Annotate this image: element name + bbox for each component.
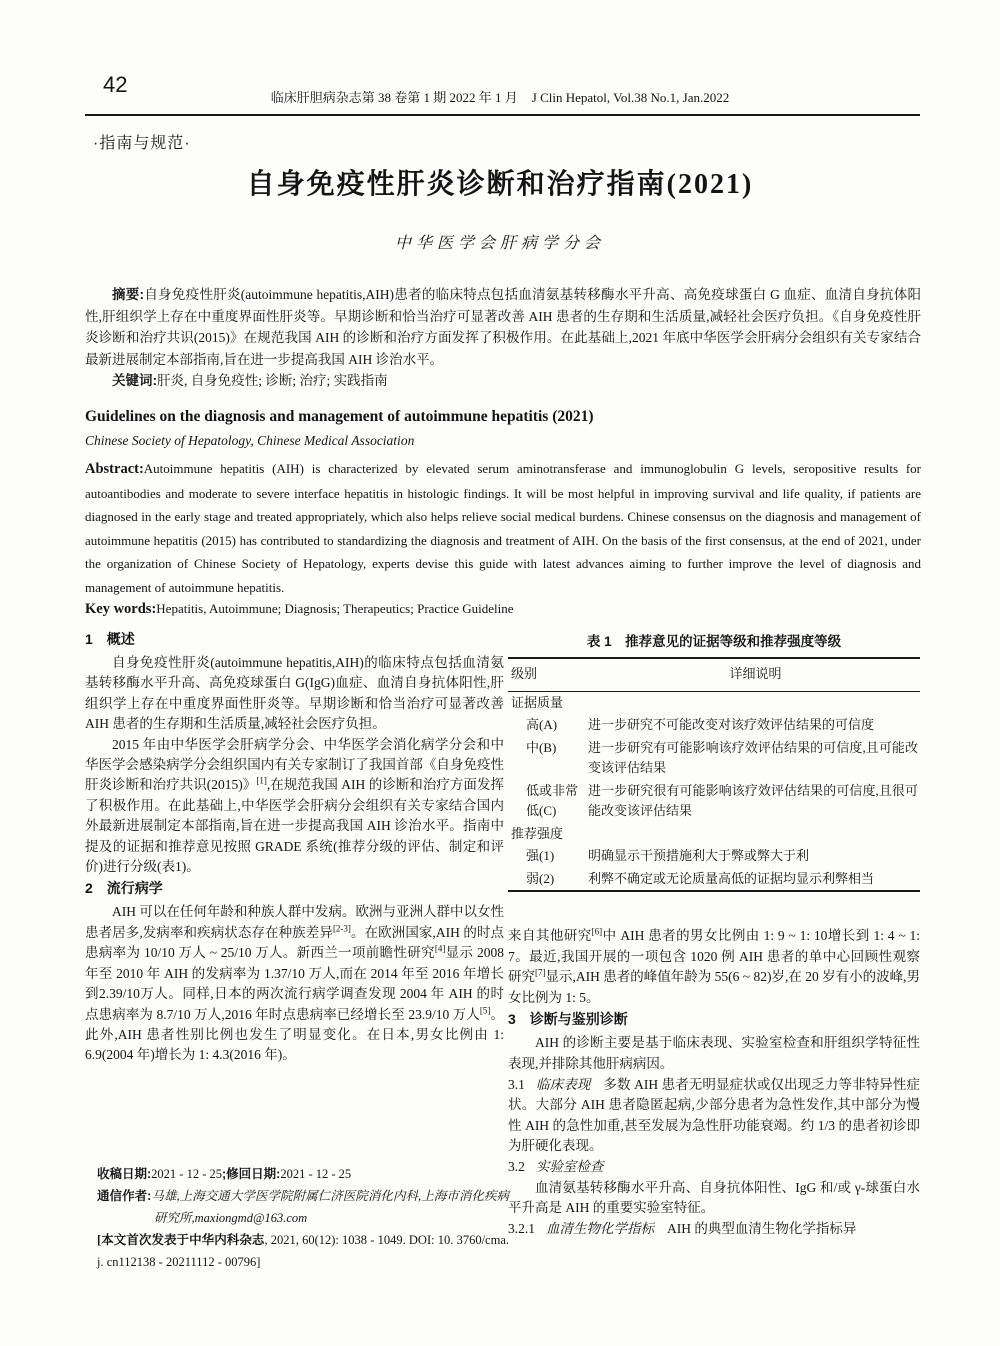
table-row <box>508 692 920 715</box>
page-number: 42 <box>103 72 128 97</box>
keywords-en-text: Hepatitis, Autoimmune; Diagnosis; Therapeutics; Practice Guideline <box>156 600 514 616</box>
row-level: 推荐强度 <box>511 825 564 841</box>
article-author: 中华医学会肝病学分会 <box>394 235 605 252</box>
table-row <box>508 714 920 737</box>
keywords-en-label: Key words: <box>85 600 157 617</box>
row-level: 强(1) <box>526 848 555 863</box>
publication-source-bold: [本文首次发表于中华内科杂志 <box>97 1233 265 1247</box>
table-row <box>508 737 920 780</box>
row-level: 证据质量 <box>511 694 564 710</box>
received-date: 2021 - 12 - 25 <box>151 1167 222 1181</box>
row-description <box>588 693 920 714</box>
section-1-heading: 1 概述 <box>85 631 135 647</box>
table-row <box>508 845 920 868</box>
table-row <box>508 868 920 891</box>
row-description: 利弊不确定或无论质量高低的证据均显示利弊相当 <box>588 870 875 886</box>
paragraph-text: AIH 的典型血清生物化学指标异 <box>667 1220 857 1236</box>
abstract-en-text: Autoimmune hepatitis (AIH) is characterized by elevated serum aminotransferase and immunoglobulin G levels, seropositive results for autoantibodies and moderate to severe interface hepatitis in histologic findings. It will be most helpful in improving survival and life quality, if patients are diagnosed in the early stage and treated appropriately, which also helps relieve social medical burdens. Chinese consensus on the diagnosis and management of autoimmune hepatitis (2015) has contributed to standardizing the diagnosis and treatment of AIH. On the basis of the first consensus, at the end of 2021, under the organization of Chinese Society of Hepatology, experts devise this guide with latest advances aiming to further improve the level of diagnosis and management of autoimmune hepatitis. <box>85 461 921 595</box>
subsection-number: 3.2 <box>508 1158 525 1174</box>
row-description: 进一步研究有可能影响该疗效评估结果的可信度,且可能改变该评估结果 <box>588 739 918 775</box>
left-column <box>85 628 504 1066</box>
reference-mark-4: [4] <box>434 943 446 954</box>
paragraph-text: 。此外,AIH 患者性别比例也发生了明显变化。在日本,男女比例由 1: 6.9(2004 年)增长为 1: 4.3(2016 年)。 <box>85 1006 504 1063</box>
reference-mark-1: [1] <box>256 775 267 786</box>
subsection-name: 实验室检查 <box>535 1158 604 1174</box>
publication-doi: , 2021, 60(12): 1038 - 1049. DOI: 10. 3760/cma. j. cn112138 - 20211112 - 00796] <box>97 1233 509 1269</box>
header-rule <box>85 114 920 116</box>
footnote-block <box>97 1163 509 1273</box>
revised-date: 2021 - 12 - 25 <box>280 1167 352 1181</box>
section-1-paragraph-1: 自身免疫性肝炎(autoimmune hepatitis,AIH)的临床特点包括血清氨基转移酶水平升高、高免疫球蛋白 G(IgG)血症、血清自身抗体阳性,肝组织学上存在中重度界面性肝炎等。早期诊断和恰当治疗可显著改善 AIH 患者的生存期和生活质量,减轻社会医疗负担。 <box>85 655 504 732</box>
section-3-2-paragraph: 血清氨基转移酶水平升高、自身抗体阳性、IgG 和/或 γ-球蛋白水平升高是 AIH 的重要实验室特征。 <box>508 1179 920 1216</box>
row-level: 弱(2) <box>526 870 555 886</box>
subsection-number: 3.2.1 <box>508 1220 535 1236</box>
paragraph-text: 。在欧洲国家,AIH 的时点患病率为 10/10 万人 ~ 25/10 万人。新西兰一项前瞻性研究 <box>85 924 505 961</box>
keywords-cn-label: 关键词: <box>112 373 157 389</box>
keywords-cn-line <box>85 370 921 392</box>
first-publication-footnote <box>97 1229 509 1273</box>
paragraph-text: 2015 年由中华医学会肝病学分会、中华医学会消化病学分会和中华医学会感染病学分会组织国内有关专家制订了我国首部《自身免疫性肝炎诊断和治疗共识(2015)》 <box>85 736 504 793</box>
table-1 <box>508 630 920 892</box>
row-level: 低或非常低(C) <box>526 782 579 818</box>
subsection-name: 血清生物化学指标 <box>546 1220 654 1236</box>
row-description: 进一步研究很有可能影响该疗效评估结果的可信度,且很可能改变该评估结果 <box>588 782 918 818</box>
section-2-continued-paragraph <box>508 926 920 1008</box>
table-row <box>508 780 920 823</box>
article-author-en: Chinese Society of Hepatology, Chinese Medical Association <box>85 433 415 448</box>
reference-mark-7: [7] <box>535 967 546 978</box>
corresponding-author-footnote <box>97 1185 509 1229</box>
abstract-en-paragraph <box>85 457 921 600</box>
row-description <box>588 824 920 845</box>
english-abstract-block <box>85 408 921 618</box>
journal-title-cn: 临床肝胆病杂志第 38 卷第 1 期 2022 年 1 月 <box>270 90 518 105</box>
row-description: 进一步研究不可能改变对该疗效评估结果的可信度 <box>588 717 875 732</box>
paragraph-text: 中 AIH 患者的男女比例由 1: 9 ~ 1: 10增长到 1: 4 ~ 1: 7。最近,我国开展的一项包含 1020 例 AIH 患者的单中心回顾性观察研究 <box>508 928 921 985</box>
column-section-label: ·指南与规范· <box>93 135 191 152</box>
corresponding-text: 马雄,上海交通大学医学院附属仁济医院消化内科,上海市消化疾病研究所,maxiongmd@163.com <box>151 1189 509 1225</box>
received-label: 收稿日期: <box>97 1167 152 1181</box>
row-description: 明确显示干预措施利大于弊或弊大于利 <box>588 848 810 863</box>
corresponding-label: 通信作者: <box>97 1189 152 1203</box>
section-2-heading: 2 流行病学 <box>85 880 163 897</box>
reference-mark-5: [5] <box>479 1005 491 1015</box>
column-header-level: 级别 <box>511 666 538 681</box>
subsection-number: 3.1 <box>508 1076 525 1092</box>
abstract-cn-paragraph <box>85 284 921 370</box>
table-1-caption: 表 1 推荐意见的证据等级和推荐强度等级 <box>586 634 842 649</box>
section-3-2-heading <box>508 1157 920 1178</box>
abstract-cn-label: 摘要: <box>112 287 145 302</box>
keywords-en-line <box>85 601 921 618</box>
row-level: 高(A) <box>526 717 558 732</box>
right-column <box>508 926 920 1239</box>
row-level: 中(B) <box>526 739 557 755</box>
paragraph-text: 多数 AIH 患者无明显症状或仅出现乏力等非特异性症状。大部分 AIH 患者隐匿起病,少部分患者为急性发作,其中部分为慢性 AIH 的急性加重,甚至发展为急性肝功能衰竭。约 1/3 的患者初诊即为肝硬化表现。 <box>508 1076 921 1154</box>
section-3-2-1 <box>508 1219 920 1240</box>
paragraph-text: 显示,AIH 患者的峰值年龄为 55(6 ~ 82)岁,在 20 岁有小的波峰,男女比例为 1: 5。 <box>508 969 921 1005</box>
article-title: 自身免疫性肝炎诊断和治疗指南(2021) <box>246 169 754 200</box>
section-1-paragraph-2 <box>85 735 504 878</box>
subsection-name: 临床表现 <box>535 1076 591 1092</box>
section-3-1 <box>508 1075 920 1157</box>
column-header-description: 详细说明 <box>729 666 782 681</box>
reference-mark-6: [6] <box>591 926 603 937</box>
keywords-cn-text: 肝炎, 自身免疫性; 诊断; 治疗; 实践指南 <box>157 373 388 389</box>
section-3-paragraph: AIH 的诊断主要是基于临床表现、实验室检查和肝组织学特征性表现,并排除其他肝病病因。 <box>508 1035 920 1071</box>
table-1-body <box>508 657 920 892</box>
chinese-abstract-block <box>85 284 921 392</box>
paragraph-text: AIH 可以在任何年龄和种族人群中发病。欧洲与亚洲人群中以女性患者居多,发病率和疾病状态存在种族差异 <box>85 904 504 940</box>
abstract-en-label: Abstract: <box>85 461 144 477</box>
paragraph-text: ,在规范我国 AIH 的诊断和治疗方面发挥了积极作用。在此基础上,中华医学会肝病分会组织有关专家结合国内外最新进展制定本部指南,旨在进一步提高我国 AIH 诊治水平。指南中提及的证据和推荐意见按照 GRADE 系统(推荐分级的评估、制定和评价)进行分级(表1)。 <box>85 777 504 875</box>
journal-title-en: J Clin Hepatol, Vol.38 No.1, Jan.2022 <box>531 90 730 105</box>
table-header-row <box>508 659 920 692</box>
section-3-heading: 3 诊断与鉴别诊断 <box>508 1011 628 1028</box>
article-title-en: Guidelines on the diagnosis and management of autoimmune hepatitis (2021) <box>85 408 594 425</box>
abstract-cn-text: 自身免疫性肝炎(autoimmune hepatitis,AIH)患者的临床特点包括血清氨基转移酶水平升高、高免疫球蛋白 G 血症、血清自身抗体阳性,肝组织学上存在中重度界面性肝炎等。早期诊断和恰当治疗可显著改善 AIH 患者的生存期和生活质量,减轻社会医疗负担。《自身免疫性肝炎诊断和治疗共识(2015)》在规范我国 AIH 的诊断和治疗方面发挥了积极作用。在此基础上,2021 年底中华医学会肝病分会组织有关专家结合最新进展制定本部指南,旨在进一步提高我国 AIH 诊治水平。 <box>85 287 921 367</box>
table-row <box>508 823 920 846</box>
dates-footnote <box>97 1163 509 1185</box>
paragraph-text: 显示 2008 年至 2010 年 AIH 的发病率为 1.37/10 万人,而在 2014 年至 2016 年增长到2.39/10万人。同样,日本的两次流行病学调查发现 2004 年 AIH 的时点患病率为 8.7/10 万人,2016 年时点患病率已经增长至 23.9/10 万人 <box>85 945 504 1022</box>
paragraph-text: 来自其他研究 <box>508 928 592 943</box>
journal-masthead <box>0 87 1000 106</box>
revised-label: ;修回日期: <box>222 1167 281 1181</box>
section-2-paragraph <box>85 902 504 1065</box>
reference-mark-2-3: [2-3] <box>332 923 351 934</box>
